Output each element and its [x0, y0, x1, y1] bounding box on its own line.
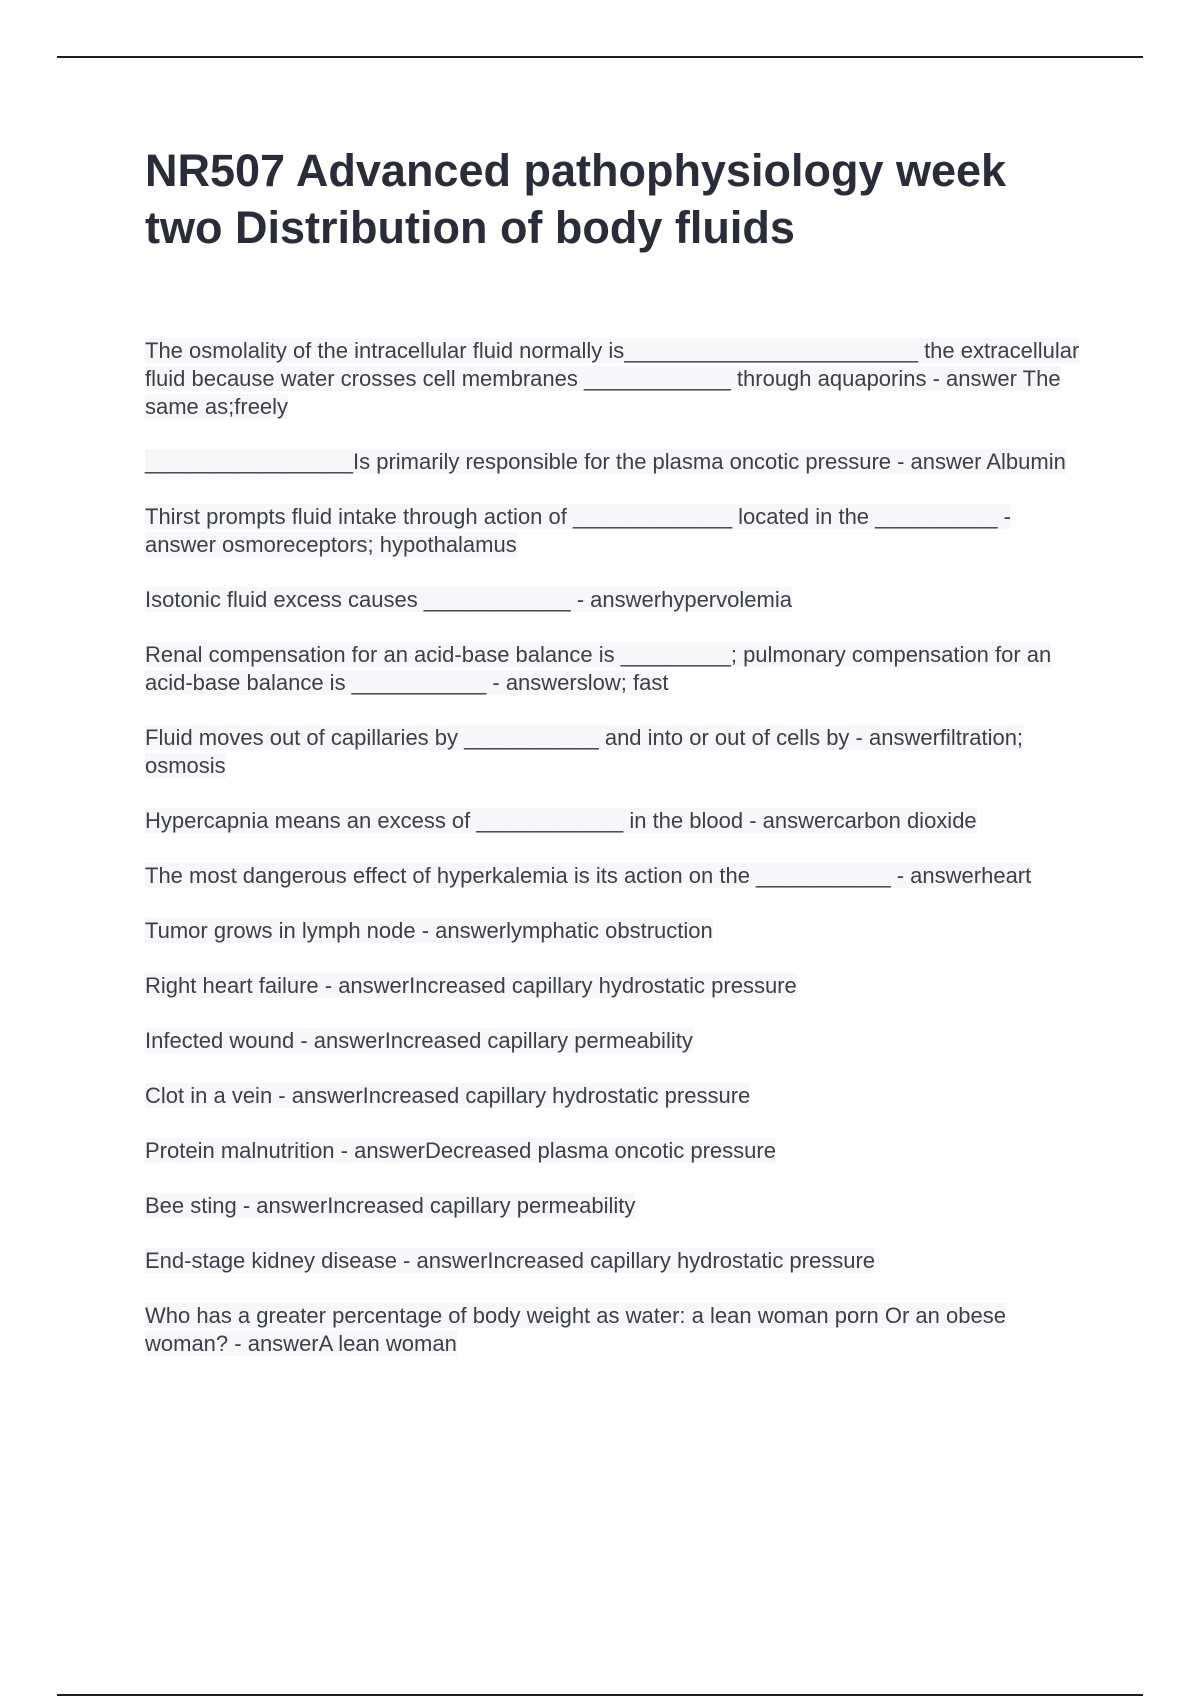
qa-item-text: Protein malnutrition - answerDecreased plasma oncotic pressure: [145, 1138, 776, 1163]
qa-item-text: _________________Is primarily responsible for the plasma oncotic pressure - answer Albumin: [145, 449, 1066, 474]
qa-item: [145, 448, 1085, 476]
qa-item-text: Hypercapnia means an excess of ____________ in the blood - answercarbon dioxide: [145, 808, 977, 833]
qa-item-text: Isotonic fluid excess causes ____________ - answerhypervolemia: [145, 587, 792, 612]
qa-item-text: End-stage kidney disease - answerIncreased capillary hydrostatic pressure: [145, 1248, 876, 1273]
page-title: NR507 Advanced pathophysiology week two Distribution of body fluids: [145, 145, 1007, 253]
qa-item-text: Who has a greater percentage of body weight as water: a lean woman porn Or an obese woman? - answerA lean woman: [145, 1303, 1006, 1356]
qa-item-text: Renal compensation for an acid-base balance is _________; pulmonary compensation for an acid-base balance is ___________ - answerslow; fast: [145, 642, 1052, 695]
qa-item-text: Bee sting - answerIncreased capillary permeability: [145, 1193, 636, 1218]
qa-item: [145, 724, 1085, 780]
qa-item: [145, 503, 1085, 559]
top-divider: [57, 56, 1143, 58]
qa-item: [145, 917, 1085, 945]
qa-item-text: Tumor grows in lymph node - answerlymphatic obstruction: [145, 918, 713, 943]
bottom-divider: [57, 1694, 1143, 1696]
qa-item: [145, 1302, 1085, 1358]
qa-item: [145, 641, 1085, 697]
qa-item: [145, 1247, 1085, 1275]
qa-item: [145, 337, 1085, 421]
qa-item-text: Right heart failure - answerIncreased capillary hydrostatic pressure: [145, 973, 797, 998]
qa-item-text: Infected wound - answerIncreased capillary permeability: [145, 1028, 693, 1053]
qa-item-text: Clot in a vein - answerIncreased capillary hydrostatic pressure: [145, 1083, 751, 1108]
qa-item: [145, 1192, 1085, 1220]
qa-item: [145, 1137, 1085, 1165]
qa-item: [145, 972, 1085, 1000]
qa-item-text: Fluid moves out of capillaries by ___________ and into or out of cells by - answerfiltration; osmosis: [145, 725, 1024, 778]
qa-item-text: The osmolality of the intracellular fluid normally is________________________ the extracellular fluid because water crosses cell membranes ____________ through aquaporins - answer The same as;freely: [145, 338, 1080, 419]
qa-list: [145, 337, 1085, 1385]
qa-item: [145, 807, 1085, 835]
qa-item: [145, 1082, 1085, 1110]
qa-item: [145, 586, 1085, 614]
qa-item: [145, 1027, 1085, 1055]
qa-item: [145, 862, 1085, 890]
qa-item-text: The most dangerous effect of hyperkalemia is its action on the ___________ - answerheart: [145, 863, 1032, 888]
qa-item-text: Thirst prompts fluid intake through action of _____________ located in the __________ - answer osmoreceptors; hypothalamus: [145, 504, 1011, 557]
